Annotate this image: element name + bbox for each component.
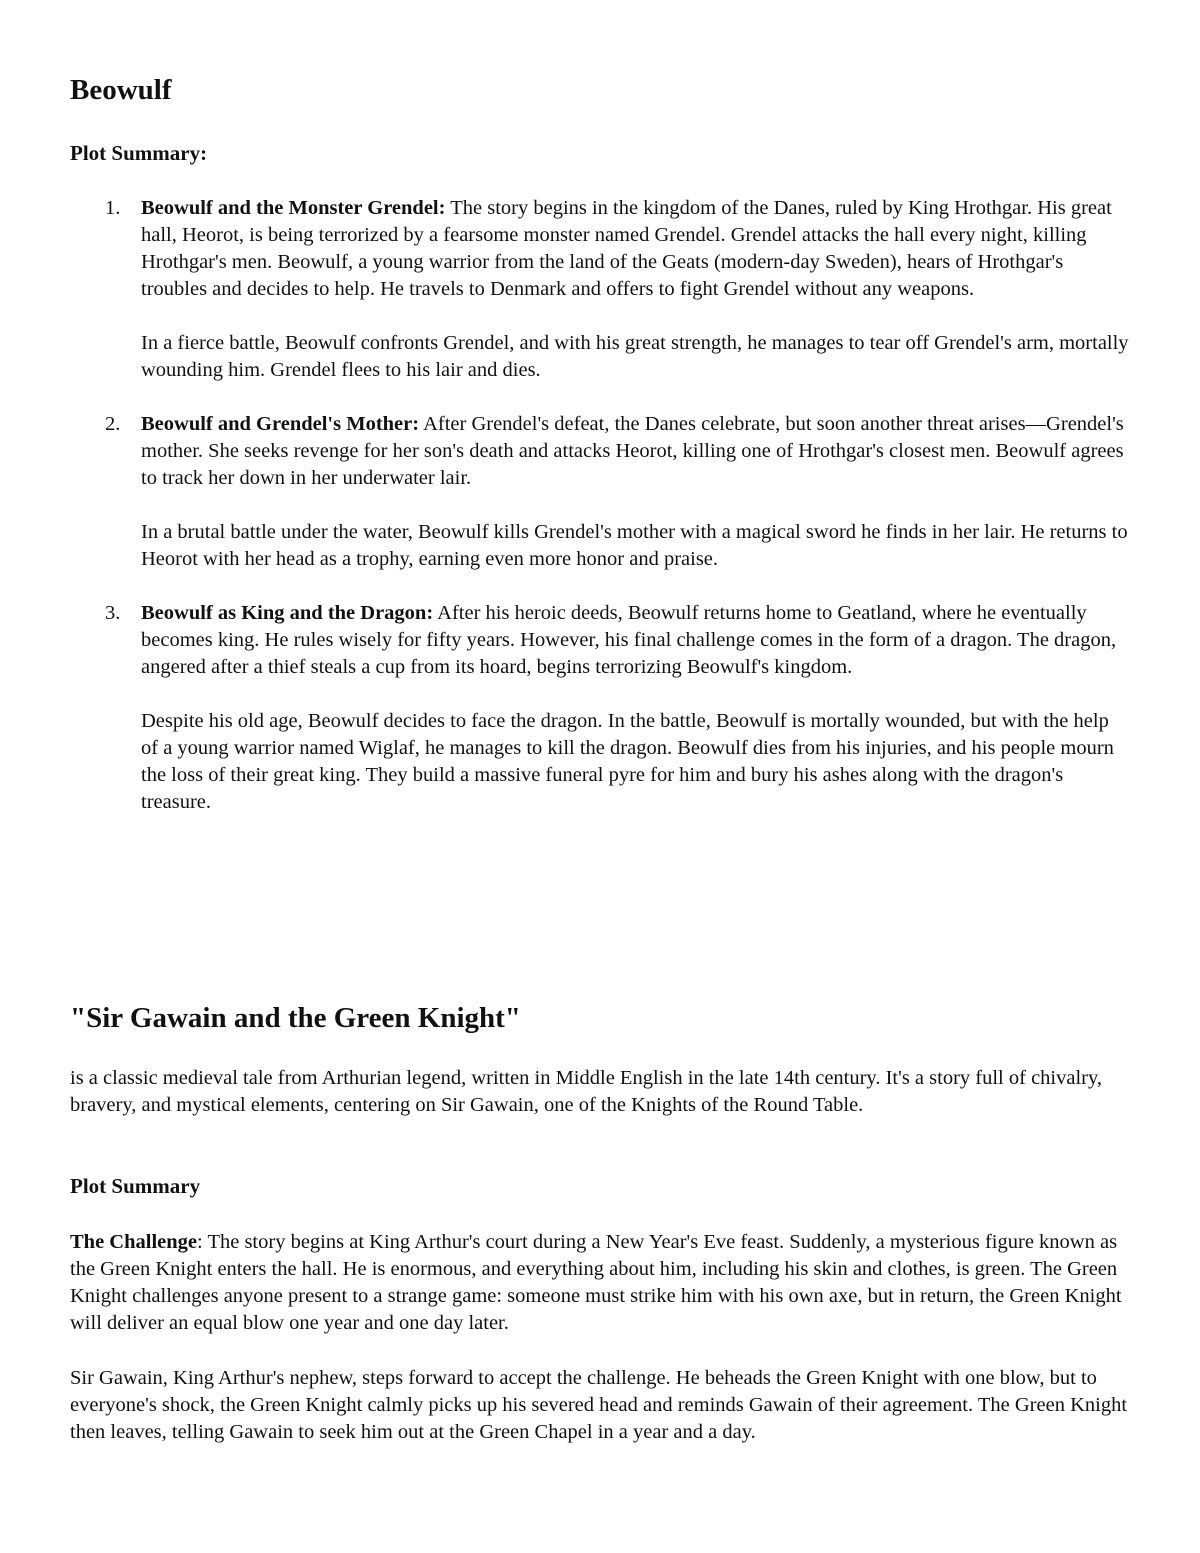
plot-item-number: 3. (105, 602, 121, 624)
plot-item-text: The story begins in the kingdom of the Danes, ruled by King Hrothgar. His great hall, Heorot, is being terrorized by a fearsome monster named Grendel. Grendel attacks the hall every night, killing Hrothgar's men. Beowulf, a young warrior from the land of the Geats (modern-day Sweden), hears of Hrothgar's troubles and decides to help. He travels to Denmark and offers to fight Grendel without any weapons. (141, 197, 1112, 300)
plot-item-text: After Grendel's defeat, the Danes celebrate, but soon another threat arises—Grendel's mother. She seeks revenge for her son's death and attacks Heorot, killing one of Hrothgar's closest men. Beowulf agrees to track her down in her underwater lair. (141, 413, 1124, 489)
challenge-text: : The story begins at King Arthur's court during a New Year's Eve feast. Suddenly, a mysterious figure known as the Green Knight enters the hall. He is enormous, and everything about him, including his skin and clothes, is green. The Green Knight challenges anyone present to a strange game: someone must strike him with his own axe, but in return, the Green Knight will deliver an equal blow one year and one day later. (70, 1231, 1122, 1334)
plot-item-heading: Beowulf and Grendel's Mother: (141, 413, 420, 435)
plot-item-paragraph: Despite his old age, Beowulf decides to face the dragon. In the battle, Beowulf is mortally wounded, but with the help of a young warrior named Wiglaf, he manages to kill the dragon. Beowulf dies from his injuries, and his people mourn the loss of their great king. They build a massive funeral pyre for him and bury his ashes along with the dragon's treasure. (141, 710, 1114, 813)
plot-item-3 (70, 600, 1130, 816)
plot-item-paragraph: In a fierce battle, Beowulf confronts Grendel, and with his great strength, he manages to tear off Grendel's arm, mortally wounding him. Grendel flees to his lair and dies. (141, 332, 1129, 381)
gawain-challenge-paragraph (70, 1229, 1130, 1337)
plot-item-number: 1. (105, 197, 121, 219)
beowulf-title: Beowulf (70, 74, 172, 106)
gawain-intro: is a classic medieval tale from Arthurian legend, written in Middle English in the late 14th century. It's a story full of chivalry, bravery, and mystical elements, centering on Sir Gawain, one of the Knights of the Round Table. (70, 1067, 1103, 1116)
challenge-heading: The Challenge (70, 1231, 197, 1253)
beowulf-plot-heading: Plot Summary: (70, 141, 208, 165)
plot-item-body (141, 411, 1130, 492)
beowulf-plot-list (70, 195, 1130, 816)
plot-item-number: 2. (105, 413, 121, 435)
plot-item-body (141, 195, 1130, 303)
plot-item-1 (70, 195, 1130, 384)
plot-item-paragraph: In a brutal battle under the water, Beowulf kills Grendel's mother with a magical sword he finds in her lair. He returns to Heorot with her head as a trophy, earning even more honor and praise. (141, 521, 1128, 570)
plot-item-text: After his heroic deeds, Beowulf returns home to Geatland, where he eventually becomes king. He rules wisely for fifty years. However, his final challenge comes in the form of a dragon. The dragon, angered after a thief steals a cup from its hoard, begins terrorizing Beowulf's kingdom. (141, 602, 1117, 678)
plot-item-body (141, 600, 1130, 681)
plot-item-heading: Beowulf and the Monster Grendel: (141, 197, 446, 219)
plot-item-heading: Beowulf as King and the Dragon: (141, 602, 434, 624)
gawain-title: "Sir Gawain and the Green Knight" (70, 1002, 521, 1034)
gawain-paragraph-2: Sir Gawain, King Arthur's nephew, steps forward to accept the challenge. He beheads the Green Knight with one blow, but to everyone's shock, the Green Knight calmly picks up his severed head and reminds Gawain of their agreement. The Green Knight then leaves, telling Gawain to seek him out at the Green Chapel in a year and a day. (70, 1367, 1128, 1443)
plot-item-2 (70, 411, 1130, 573)
gawain-plot-heading: Plot Summary (70, 1174, 201, 1198)
